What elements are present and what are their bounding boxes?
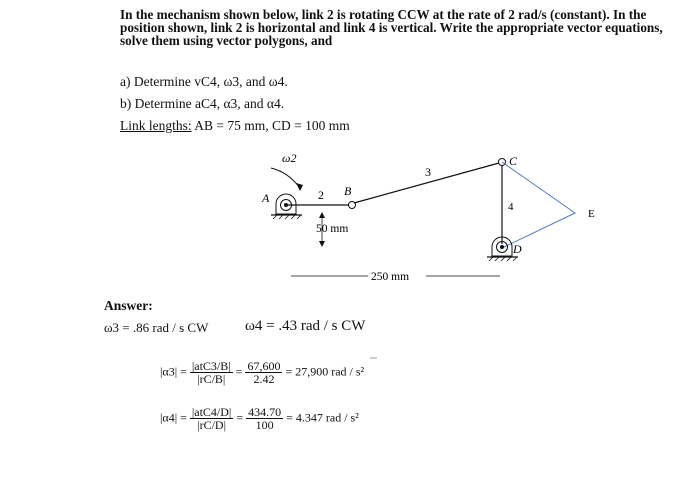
alpha4-eq-sign: = xyxy=(236,410,244,425)
answer-omega3: ω3 = .86 rad / s CW xyxy=(104,320,209,335)
alpha4-num: |atC4/D| xyxy=(191,405,232,419)
alpha4-den2: 100 xyxy=(255,418,274,432)
omega2-label: ω2 xyxy=(282,151,297,165)
problem-line-3: solve them using vector polygons, and xyxy=(120,33,333,48)
alpha3-lhs: |α3| = xyxy=(160,364,187,379)
answer-omega4: ω4 = .43 rad / s CW xyxy=(245,318,366,334)
label-d: D xyxy=(513,242,522,256)
label-e: E xyxy=(588,208,595,220)
alpha3-num2: 67,600 xyxy=(247,359,281,373)
alpha4-den: |rC/D| xyxy=(197,418,226,432)
pivot-a xyxy=(271,194,302,219)
alpha3-den2: 2.42 xyxy=(253,372,275,386)
link-lengths-label: Link lengths: xyxy=(120,118,192,133)
alpha3-eq-sign: = xyxy=(235,364,243,379)
alpha3-fraction-2 xyxy=(245,360,282,385)
alpha3-num: |atC3/B| xyxy=(191,359,231,373)
omega2-arrowhead xyxy=(296,183,303,191)
alpha4-result: = 4.347 rad / s² xyxy=(286,410,359,425)
alpha4-num2: 434.70 xyxy=(248,405,282,419)
label-b: B xyxy=(344,184,352,198)
alpha4-lhs: |α4| = xyxy=(160,410,187,425)
label-a: A xyxy=(262,191,270,205)
alpha4-fraction-1 xyxy=(190,406,233,431)
problem-line-2: position shown, link 2 is horizontal and link 4 is vertical. Write the appropriate vector equations, xyxy=(120,20,663,35)
answer-alpha3 xyxy=(160,360,364,385)
answer-heading: Answer: xyxy=(104,298,153,313)
answer-alpha4 xyxy=(160,406,359,431)
label-link-2: 2 xyxy=(318,188,324,202)
label-link-3: 3 xyxy=(425,165,431,179)
link-lengths-value: AB = 75 mm, CD = 100 mm xyxy=(194,118,350,133)
dim-250-label: 250 mm xyxy=(371,271,410,283)
part-b: b) Determine aC4, α3, and α4. xyxy=(120,96,285,111)
alpha3-fraction-1 xyxy=(190,360,233,385)
label-c: C xyxy=(509,154,518,168)
dim-50-label: 50 mm xyxy=(316,223,349,235)
alpha3-den: |rC/B| xyxy=(197,372,226,386)
label-link-4: 4 xyxy=(508,201,514,213)
alpha4-fraction-2 xyxy=(246,406,283,431)
problem-line-1: In the mechanism shown below, link 2 is rotating CCW at the rate of 2 rad/s (constant). In the xyxy=(120,7,647,22)
alpha3-result: = 27,900 rad / s² xyxy=(285,364,365,379)
omega2-arrow xyxy=(271,168,300,188)
part-a: a) Determine vC4, ω3, and ω4. xyxy=(120,74,288,89)
